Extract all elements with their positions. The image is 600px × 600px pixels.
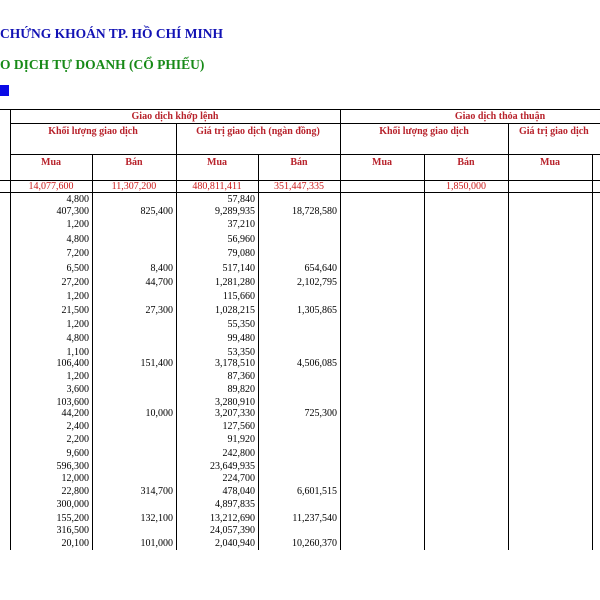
table-cell: 127,560 — [222, 421, 255, 432]
table-cell: 151,400 — [140, 358, 173, 369]
table-cell: 3,600 — [66, 384, 89, 395]
table-cell: 155,200 — [56, 513, 89, 524]
column-header: Mua — [540, 157, 560, 168]
table-cell: 2,102,795 — [297, 277, 337, 288]
blue-marker-square — [0, 85, 9, 96]
table-cell: 725,300 — [304, 408, 337, 419]
column-header: Mua — [207, 157, 227, 168]
total-cell: 1,850,000 — [446, 181, 486, 192]
table-cell: 10,260,370 — [292, 538, 337, 549]
table-cell: 7,200 — [66, 248, 89, 259]
table-cell: 314,700 — [140, 486, 173, 497]
table-cell: 57,840 — [227, 194, 255, 205]
table-cell: 1,200 — [66, 291, 89, 302]
vline-6 — [508, 123, 509, 550]
group-header-negotiated: Giao dịch thỏa thuận — [454, 111, 546, 122]
table-cell: 242,800 — [222, 448, 255, 459]
table-cell: 2,200 — [66, 434, 89, 445]
table-cell: 300,000 — [56, 499, 89, 510]
total-cell: 14,077,600 — [28, 181, 74, 192]
table-cell: 10,000 — [145, 408, 173, 419]
trading-table — [0, 109, 600, 550]
table-cell: 1,200 — [66, 219, 89, 230]
table-cell: 1,305,865 — [297, 305, 337, 316]
table-cell: 37,210 — [227, 219, 255, 230]
total-cell: 480,811,411 — [192, 181, 242, 192]
rule-group — [10, 123, 600, 124]
table-cell: 13,212,690 — [210, 513, 255, 524]
page-subtitle: O DỊCH TỰ DOANH (CỔ PHIẾU) — [0, 57, 205, 72]
table-cell: 825,400 — [140, 206, 173, 217]
table-cell: 55,350 — [227, 319, 255, 330]
subgroup-header-value: Giá trị giao dịch (ngàn đồng) — [196, 126, 320, 137]
table-cell: 6,500 — [66, 263, 89, 274]
vline-4 — [340, 109, 341, 550]
table-cell: 4,800 — [66, 333, 89, 344]
table-cell: 27,300 — [145, 305, 173, 316]
table-cell: 106,400 — [56, 358, 89, 369]
table-cell: 1,028,215 — [215, 305, 255, 316]
table-cell: 44,700 — [145, 277, 173, 288]
table-cell: 87,360 — [227, 371, 255, 382]
table-cell: 1,281,280 — [215, 277, 255, 288]
table-cell: 4,506,085 — [297, 358, 337, 369]
column-header: Mua — [41, 157, 61, 168]
table-cell: 22,800 — [61, 486, 89, 497]
table-cell: 103,600 — [56, 397, 89, 408]
table-cell: 1,200 — [66, 319, 89, 330]
table-cell: 9,289,935 — [215, 206, 255, 217]
table-cell: 2,040,940 — [215, 538, 255, 549]
table-cell: 596,300 — [56, 461, 89, 472]
vline-7 — [592, 154, 593, 550]
table-cell: 24,057,390 — [210, 525, 255, 536]
table-cell: 89,820 — [227, 384, 255, 395]
table-cell: 11,237,540 — [292, 513, 337, 524]
subgroup-header-volume: Khối lượng giao dịch — [48, 126, 138, 137]
total-cell: 11,307,200 — [111, 181, 157, 192]
table-cell: 21,500 — [61, 305, 89, 316]
table-cell: 654,640 — [304, 263, 337, 274]
table-cell: 3,280,910 — [215, 397, 255, 408]
vline-5 — [424, 154, 425, 550]
table-cell: 517,140 — [222, 263, 255, 274]
table-cell: 115,660 — [222, 291, 255, 302]
subgroup-header-volume-negotiated: Khối lượng giao dịch — [379, 126, 469, 137]
table-cell: 91,920 — [227, 434, 255, 445]
table-cell: 23,649,935 — [210, 461, 255, 472]
table-cell: 8,400 — [150, 263, 173, 274]
table-cell: 9,600 — [66, 448, 89, 459]
table-cell: 18,728,580 — [292, 206, 337, 217]
table-cell: 6,601,515 — [297, 486, 337, 497]
table-cell: 4,800 — [66, 234, 89, 245]
table-cell: 407,300 — [56, 206, 89, 217]
column-header: Bán — [290, 157, 308, 168]
table-cell: 20,100 — [61, 538, 89, 549]
table-cell: 2,400 — [66, 421, 89, 432]
table-cell: 1,100 — [66, 347, 89, 358]
table-cell: 4,800 — [66, 194, 89, 205]
table-cell: 316,500 — [56, 525, 89, 536]
page-title: CHỨNG KHOÁN TP. HỒ CHÍ MINH — [0, 26, 224, 41]
table-cell: 4,897,835 — [215, 499, 255, 510]
rule-top — [0, 109, 600, 110]
table-cell: 12,000 — [61, 473, 89, 484]
rule-subgroup — [10, 154, 600, 155]
column-header: Mua — [372, 157, 392, 168]
table-cell: 3,207,330 — [215, 408, 255, 419]
table-cell: 1,200 — [66, 371, 89, 382]
table-cell: 3,178,510 — [215, 358, 255, 369]
table-cell: 101,000 — [140, 538, 173, 549]
table-cell: 53,350 — [227, 347, 255, 358]
subgroup-header-value-negotiated: Giá trị giao dịch — [519, 126, 589, 137]
table-cell: 56,960 — [227, 234, 255, 245]
table-cell: 224,700 — [222, 473, 255, 484]
table-cell: 99,480 — [227, 333, 255, 344]
total-cell: 351,447,335 — [274, 181, 324, 192]
table-cell: 44,200 — [61, 408, 89, 419]
group-header-matched: Giao dịch khớp lệnh — [131, 111, 219, 122]
table-cell: 27,200 — [61, 277, 89, 288]
table-cell: 79,080 — [227, 248, 255, 259]
column-header: Bán — [457, 157, 475, 168]
table-cell: 132,100 — [140, 513, 173, 524]
table-cell: 478,040 — [222, 486, 255, 497]
column-header: Bán — [125, 157, 143, 168]
